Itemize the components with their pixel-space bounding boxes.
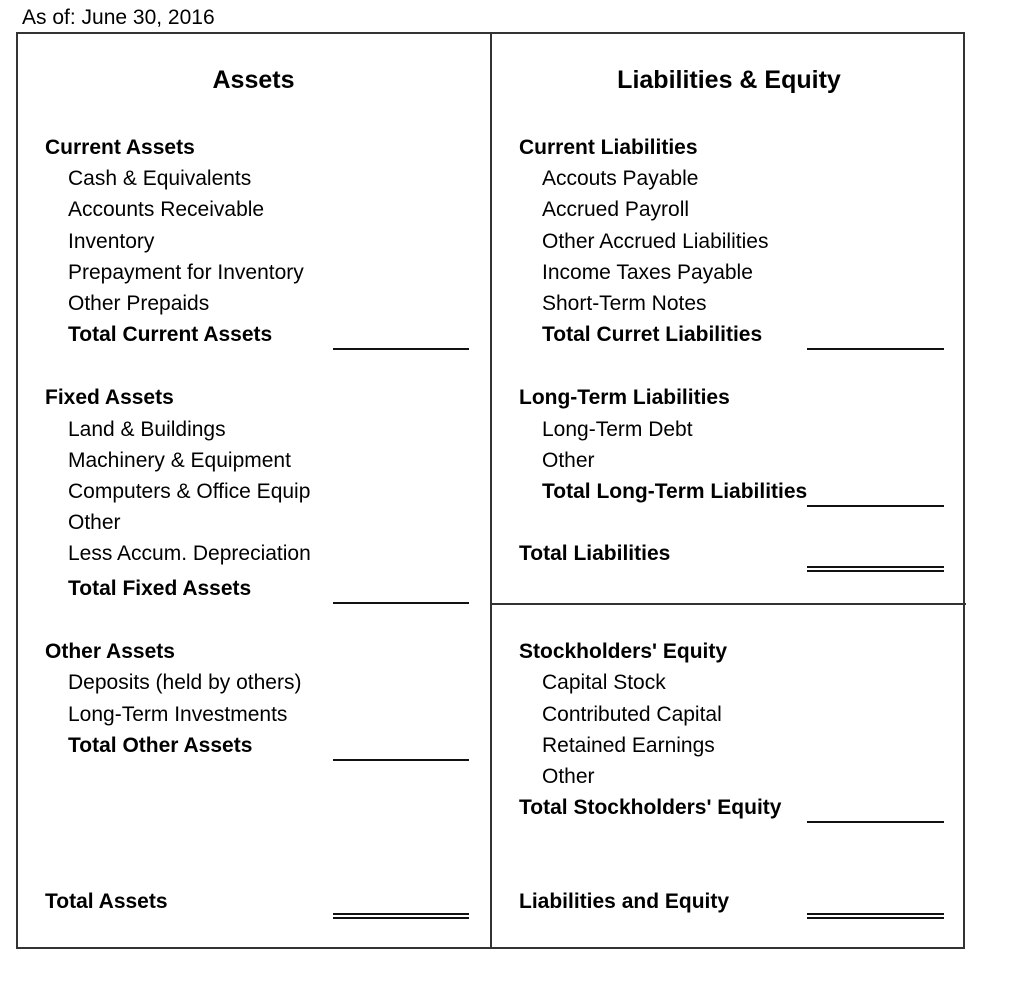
liabilities-and-equity-double-line (807, 913, 944, 919)
fixed-asset-item: Machinery & Equipment (68, 449, 291, 472)
assets-heading: Assets (212, 66, 295, 94)
total-fixed-assets-label: Total Fixed Assets (68, 577, 252, 600)
total-other-assets-line (333, 759, 469, 761)
column-divider (490, 32, 492, 949)
total-assets-label: Total Assets (45, 890, 168, 913)
current-asset-item: Other Prepaids (68, 292, 210, 315)
fixed-asset-item: Less Accum. Depreciation (68, 542, 311, 565)
total-current-assets-label: Total Current Assets (68, 323, 273, 346)
total-long-term-liabilities-label: Total Long-Term Liabilities (542, 480, 808, 503)
long-term-liabilities-title: Long-Term Liabilities (519, 386, 730, 409)
other-assets-title: Other Assets (45, 640, 175, 663)
liabilities-equity-heading: Liabilities & Equity (617, 66, 841, 94)
total-stockholders-equity-line (807, 821, 944, 823)
fixed-asset-item: Land & Buildings (68, 418, 226, 441)
current-asset-item: Cash & Equivalents (68, 167, 252, 190)
as-of-date: As of: June 30, 2016 (22, 6, 215, 29)
fixed-asset-item: Other (68, 511, 121, 534)
current-liability-item: Accouts Payable (542, 167, 699, 190)
current-liability-item: Short-Term Notes (542, 292, 707, 315)
equity-item: Capital Stock (542, 671, 666, 694)
long-term-liability-item: Other (542, 449, 595, 472)
total-liabilities-label: Total Liabilities (519, 542, 671, 565)
equity-item: Other (542, 765, 595, 788)
total-long-term-liabilities-line (807, 505, 944, 507)
other-asset-item: Deposits (held by others) (68, 671, 302, 694)
other-asset-item: Long-Term Investments (68, 703, 288, 726)
total-stockholders-equity-label: Total Stockholders' Equity (519, 796, 782, 819)
fixed-assets-title: Fixed Assets (45, 386, 174, 409)
current-liability-item: Income Taxes Payable (542, 261, 753, 284)
current-liability-item: Other Accrued Liabilities (542, 230, 769, 253)
stockholders-equity-title: Stockholders' Equity (519, 640, 728, 663)
current-assets-title: Current Assets (45, 136, 195, 159)
equity-item: Contributed Capital (542, 703, 722, 726)
total-fixed-assets-line (333, 602, 469, 604)
total-liabilities-double-line (807, 566, 944, 572)
fixed-asset-item: Computers & Office Equip (68, 480, 311, 503)
total-other-assets-label: Total Other Assets (68, 734, 253, 757)
total-current-liabilities-label: Total Curret Liabilities (542, 323, 763, 346)
total-assets-double-line (333, 913, 469, 919)
liabilities-equity-divider (491, 603, 966, 605)
current-asset-item: Inventory (68, 230, 155, 253)
liabilities-and-equity-label: Liabilities and Equity (519, 890, 730, 913)
current-asset-item: Prepayment for Inventory (68, 261, 304, 284)
current-liability-item: Accrued Payroll (542, 198, 690, 221)
long-term-liability-item: Long-Term Debt (542, 418, 693, 441)
current-liabilities-title: Current Liabilities (519, 136, 698, 159)
total-current-liabilities-line (807, 348, 944, 350)
current-asset-item: Accounts Receivable (68, 198, 265, 221)
total-current-assets-line (333, 348, 469, 350)
equity-item: Retained Earnings (542, 734, 715, 757)
